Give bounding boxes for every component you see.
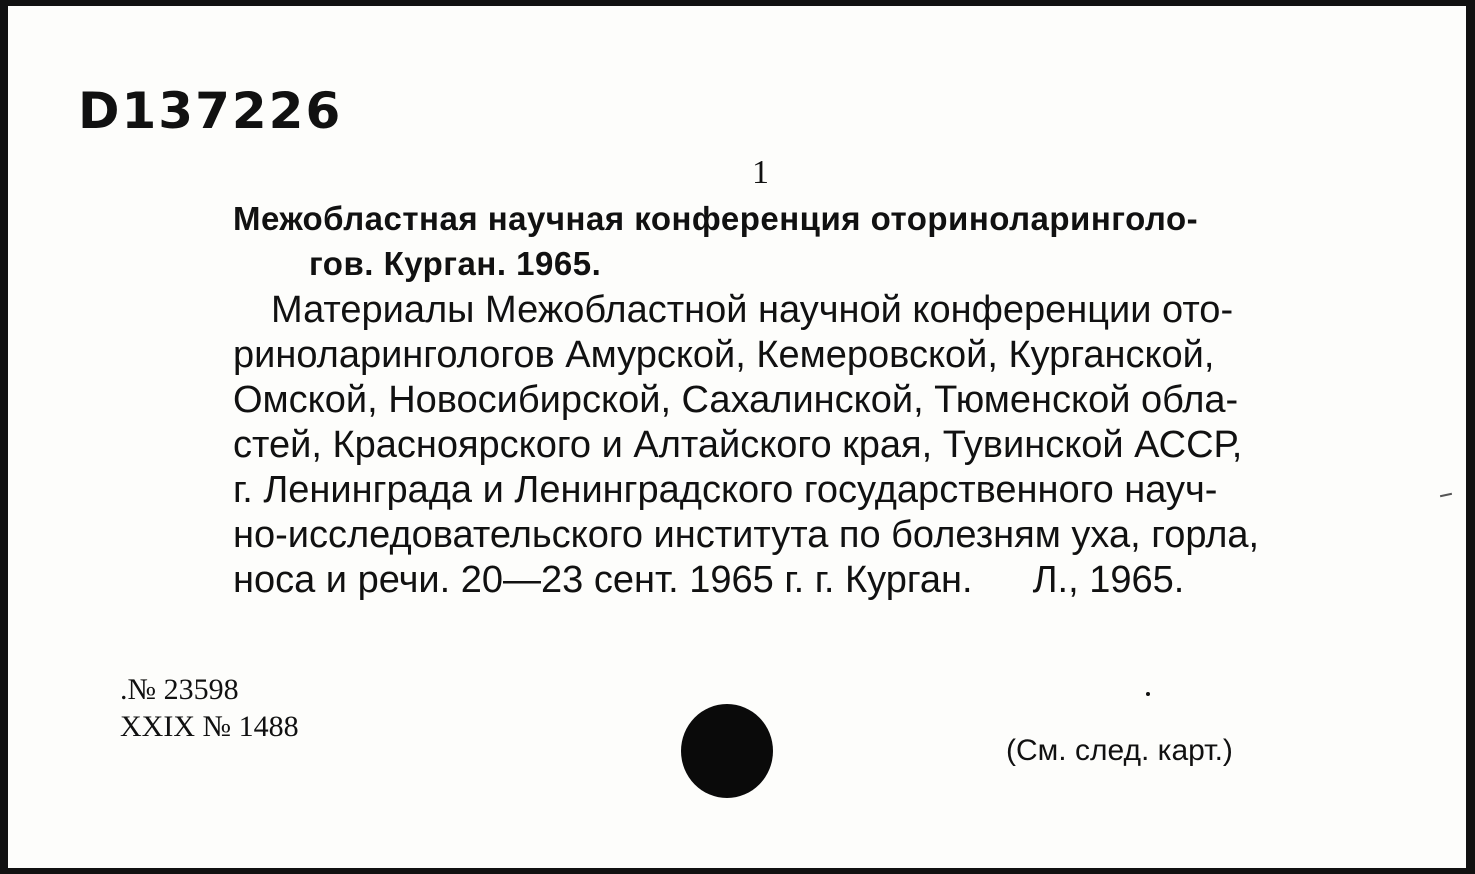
description-line-text: носа и речи. 20—23 сент. 1965 г. г. Курган.: [233, 559, 973, 601]
shelf-mark: .№ 23598: [120, 673, 239, 706]
description-line: ринолaрингологов Амурской, Кемеровской, Курганской,: [233, 334, 1215, 376]
description-line-last: [233, 558, 1408, 603]
ink-dot: [1146, 692, 1150, 696]
see-next-card-note: (См. след. карт.): [1006, 734, 1233, 767]
card-heading: [233, 196, 1398, 286]
punch-hole: [681, 704, 773, 798]
card-number: 1: [752, 154, 769, 191]
ink-smudge: [1440, 493, 1452, 497]
shelf-mark: XXIX № 1488: [120, 710, 299, 743]
card-description: [233, 288, 1408, 603]
heading-line-1: Межобластная научная конференция оториноларинголо-: [233, 200, 1199, 237]
description-line: стей, Красноярского и Алтайского края, Тувинской АССР,: [233, 424, 1243, 466]
description-line: Омской, Новосибирской, Сахалинской, Тюменской обла-: [233, 379, 1239, 421]
heading-line-2: гов. Курган. 1965.: [309, 245, 602, 282]
publication-info: Л., 1965.: [1032, 559, 1185, 601]
description-line: но-исследовательского института по болезням уха, горла,: [233, 514, 1260, 556]
description-line: Материалы Межобластной научной конференции ото-: [271, 289, 1234, 331]
shelf-marks: [120, 671, 299, 745]
card-id: D137226: [78, 82, 343, 140]
description-line: г. Ленинграда и Ленинградского государственного науч-: [233, 469, 1218, 511]
